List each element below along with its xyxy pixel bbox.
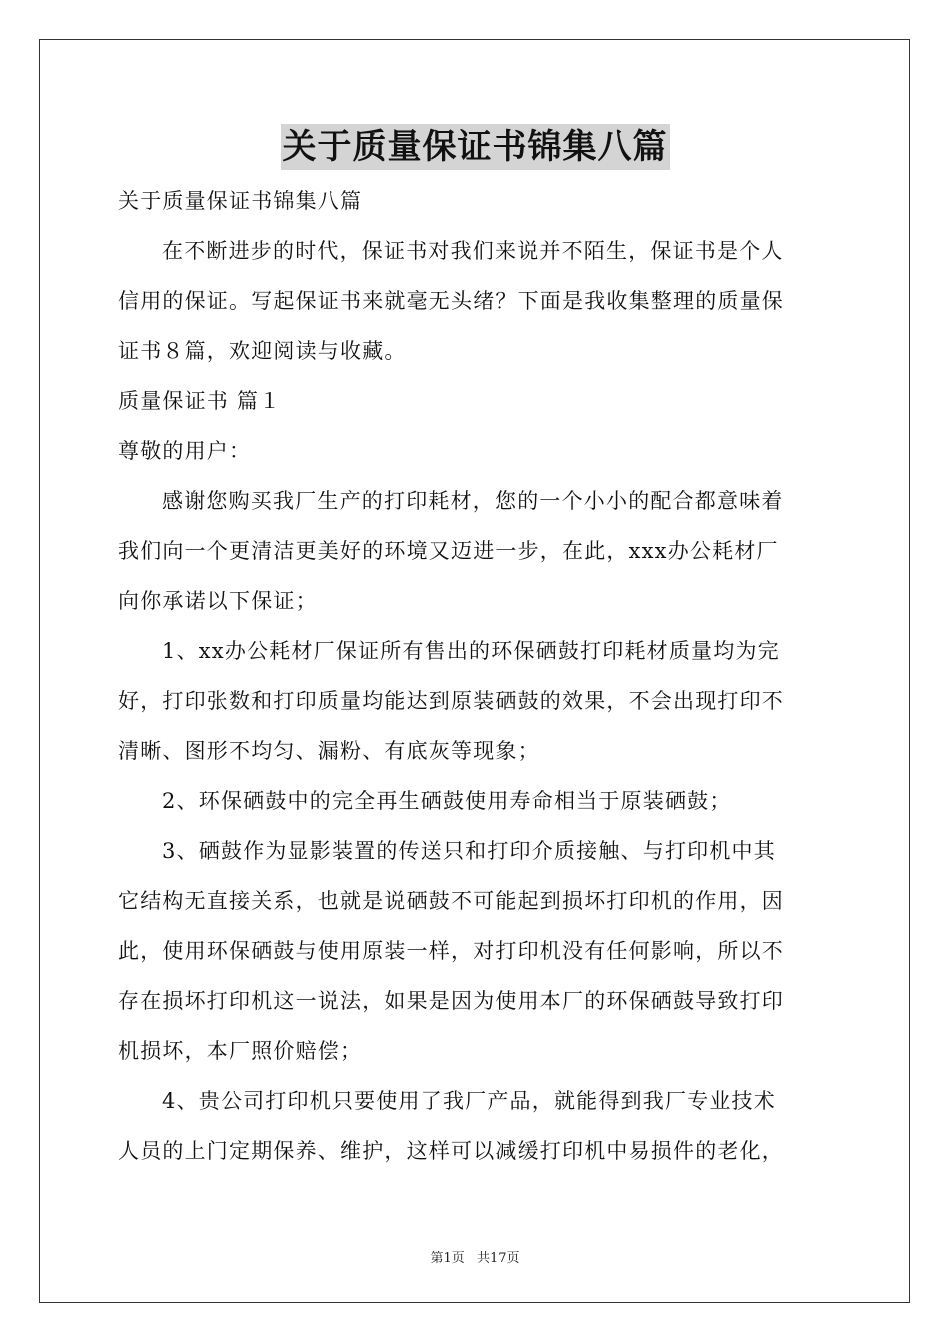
list-item-line: 4、贵公司打印机只要使用了我厂产品，就能得到我厂专业技术	[162, 1089, 776, 1113]
list-item-line: 机损坏，本厂照价赔偿；	[118, 1039, 363, 1063]
subtitle-line: 关于质量保证书锦集八篇	[118, 189, 363, 213]
paragraph-line: 信用的保证。写起保证书来就毫无头绪？下面是我收集整理的质量保	[118, 289, 784, 313]
list-item-line: 存在损坏打印机这一说法，如果是因为使用本厂的环保硒鼓导致打印	[118, 989, 784, 1013]
paragraph-line: 感谢您购买我厂生产的打印耗材，您的一个小小的配合都意味着	[162, 489, 784, 513]
document-body	[118, 176, 838, 1176]
salutation-line: 尊敬的用户：	[118, 439, 252, 463]
paragraph-line: 向你承诺以下保证；	[118, 589, 318, 613]
section-heading: 质量保证书 篇１	[118, 389, 282, 413]
document-title: 关于质量保证书锦集八篇	[281, 124, 670, 170]
list-item-line: 人员的上门定期保养、维护，这样可以减缓打印机中易损件的老化，	[118, 1139, 784, 1163]
page-total: 共17页	[476, 1251, 520, 1266]
list-item-line: 此，使用环保硒鼓与使用原装一样，对打印机没有任何影响，所以不	[118, 939, 784, 963]
list-item-line: 3、硒鼓作为显影装置的传送只和打印介质接触、与打印机中其	[162, 839, 776, 863]
page-number: 第1页	[430, 1251, 465, 1266]
list-item-line: 1、xx办公耗材厂保证所有售出的环保硒鼓打印耗材质量均为完	[162, 639, 780, 663]
list-item-line: 2、环保硒鼓中的完全再生硒鼓使用寿命相当于原装硒鼓；	[162, 789, 732, 813]
paragraph-line: 我们向一个更清洁更美好的环境又迈进一步，在此，xxx办公耗材厂	[118, 539, 779, 563]
paragraph-line: 证书８篇，欢迎阅读与收藏。	[118, 339, 407, 363]
paragraph-line: 在不断进步的时代，保证书对我们来说并不陌生，保证书是个人	[162, 239, 784, 263]
page-footer	[0, 1247, 950, 1266]
list-item-line: 它结构无直接关系，也就是说硒鼓不可能起到损坏打印机的作用，因	[118, 889, 784, 913]
list-item-line: 好，打印张数和打印质量均能达到原装硒鼓的效果，不会出现打印不	[118, 689, 784, 713]
title-container	[0, 124, 950, 170]
list-item-line: 清晰、图形不均匀、漏粉、有底灰等现象；	[118, 739, 540, 763]
